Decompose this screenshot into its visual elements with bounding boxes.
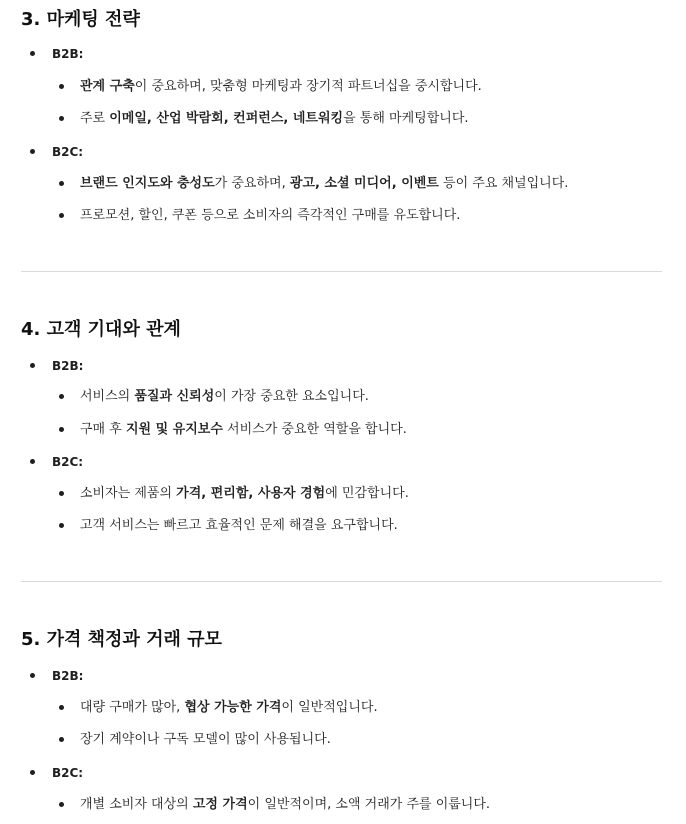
emphasis-text: 지원 및 유지보수 <box>125 422 223 437</box>
list-item-b2c <box>52 452 83 473</box>
group-label: B2B: <box>52 669 84 683</box>
section-divider <box>21 581 662 582</box>
group-label: B2B: <box>52 359 84 373</box>
group-label: B2B: <box>52 47 84 61</box>
body-text: 서비스가 중요한 역할을 합니다. <box>222 422 407 437</box>
body-text: 장기 계약이나 구독 모델이 많이 사용됩니다. <box>80 732 331 747</box>
body-text: 서비스의 <box>80 389 135 404</box>
emphasis-text: 협상 가능한 가격 <box>184 700 282 715</box>
group-label: B2C: <box>52 766 84 780</box>
list-item-b2c <box>52 763 83 784</box>
list-item <box>80 109 469 129</box>
body-text: 이 일반적입니다. <box>281 700 378 715</box>
emphasis-text: 고정 가격 <box>192 797 248 812</box>
body-text: 프로모션, 할인, 쿠폰 등으로 소비자의 즉각적인 구매를 유도합니다. <box>80 208 461 223</box>
list-item <box>80 484 409 504</box>
body-text: 을 통해 마케팅합니다. <box>343 111 469 126</box>
body-text: 에 민감합니다. <box>325 486 409 501</box>
emphasis-text: 브랜드 인지도와 충성도 <box>80 176 215 191</box>
group-label: B2C: <box>52 145 84 159</box>
section-title-marketing-strategy: 3. 마케팅 전략 <box>21 9 140 30</box>
body-text: 소비자는 제품의 <box>80 486 177 501</box>
body-text: 개별 소비자 대상의 <box>80 797 193 812</box>
body-text: 이 가장 중요한 요소입니다. <box>214 389 369 404</box>
list-item <box>80 77 482 97</box>
emphasis-text: 품질과 신뢰성 <box>134 389 215 404</box>
section-title-customer-expectations: 4. 고객 기대와 관계 <box>21 319 181 340</box>
group-label: B2C: <box>52 455 84 469</box>
list-item <box>80 698 378 718</box>
body-text: 등이 주요 채널입니다. <box>438 176 569 191</box>
list-item-b2c <box>52 142 83 163</box>
list-item <box>80 420 407 440</box>
section-title-pricing: 5. 가격 책정과 거래 규모 <box>21 629 222 650</box>
body-text: 고객 서비스는 빠르고 효율적인 문제 해결을 요구합니다. <box>80 518 398 533</box>
emphasis-text: 가격, 편리함, 사용자 경험 <box>176 486 326 501</box>
body-text: 주로 <box>80 111 110 126</box>
body-text: 가 중요하며, <box>214 176 290 191</box>
list-item-b2b <box>52 356 83 377</box>
section-divider <box>21 271 662 272</box>
body-text: 이 중요하며, 맞춤형 마케팅과 장기적 파트너십을 중시합니다. <box>134 79 482 94</box>
list-item <box>80 516 398 536</box>
list-item-b2b <box>52 666 83 687</box>
emphasis-text: 관계 구축 <box>80 79 135 94</box>
list-item-b2b <box>52 44 83 65</box>
list-item <box>80 795 490 815</box>
list-item <box>80 730 331 750</box>
body-text: 이 일반적이며, 소액 거래가 주를 이룹니다. <box>247 797 491 812</box>
list-item <box>80 387 369 407</box>
body-text: 대량 구매가 많아, <box>80 700 185 715</box>
list-item <box>80 206 460 226</box>
emphasis-text: 광고, 소셜 미디어, 이벤트 <box>289 176 439 191</box>
emphasis-text: 이메일, 산업 박람회, 컨퍼런스, 네트워킹 <box>109 111 344 126</box>
list-item <box>80 174 568 194</box>
body-text: 구매 후 <box>80 422 126 437</box>
